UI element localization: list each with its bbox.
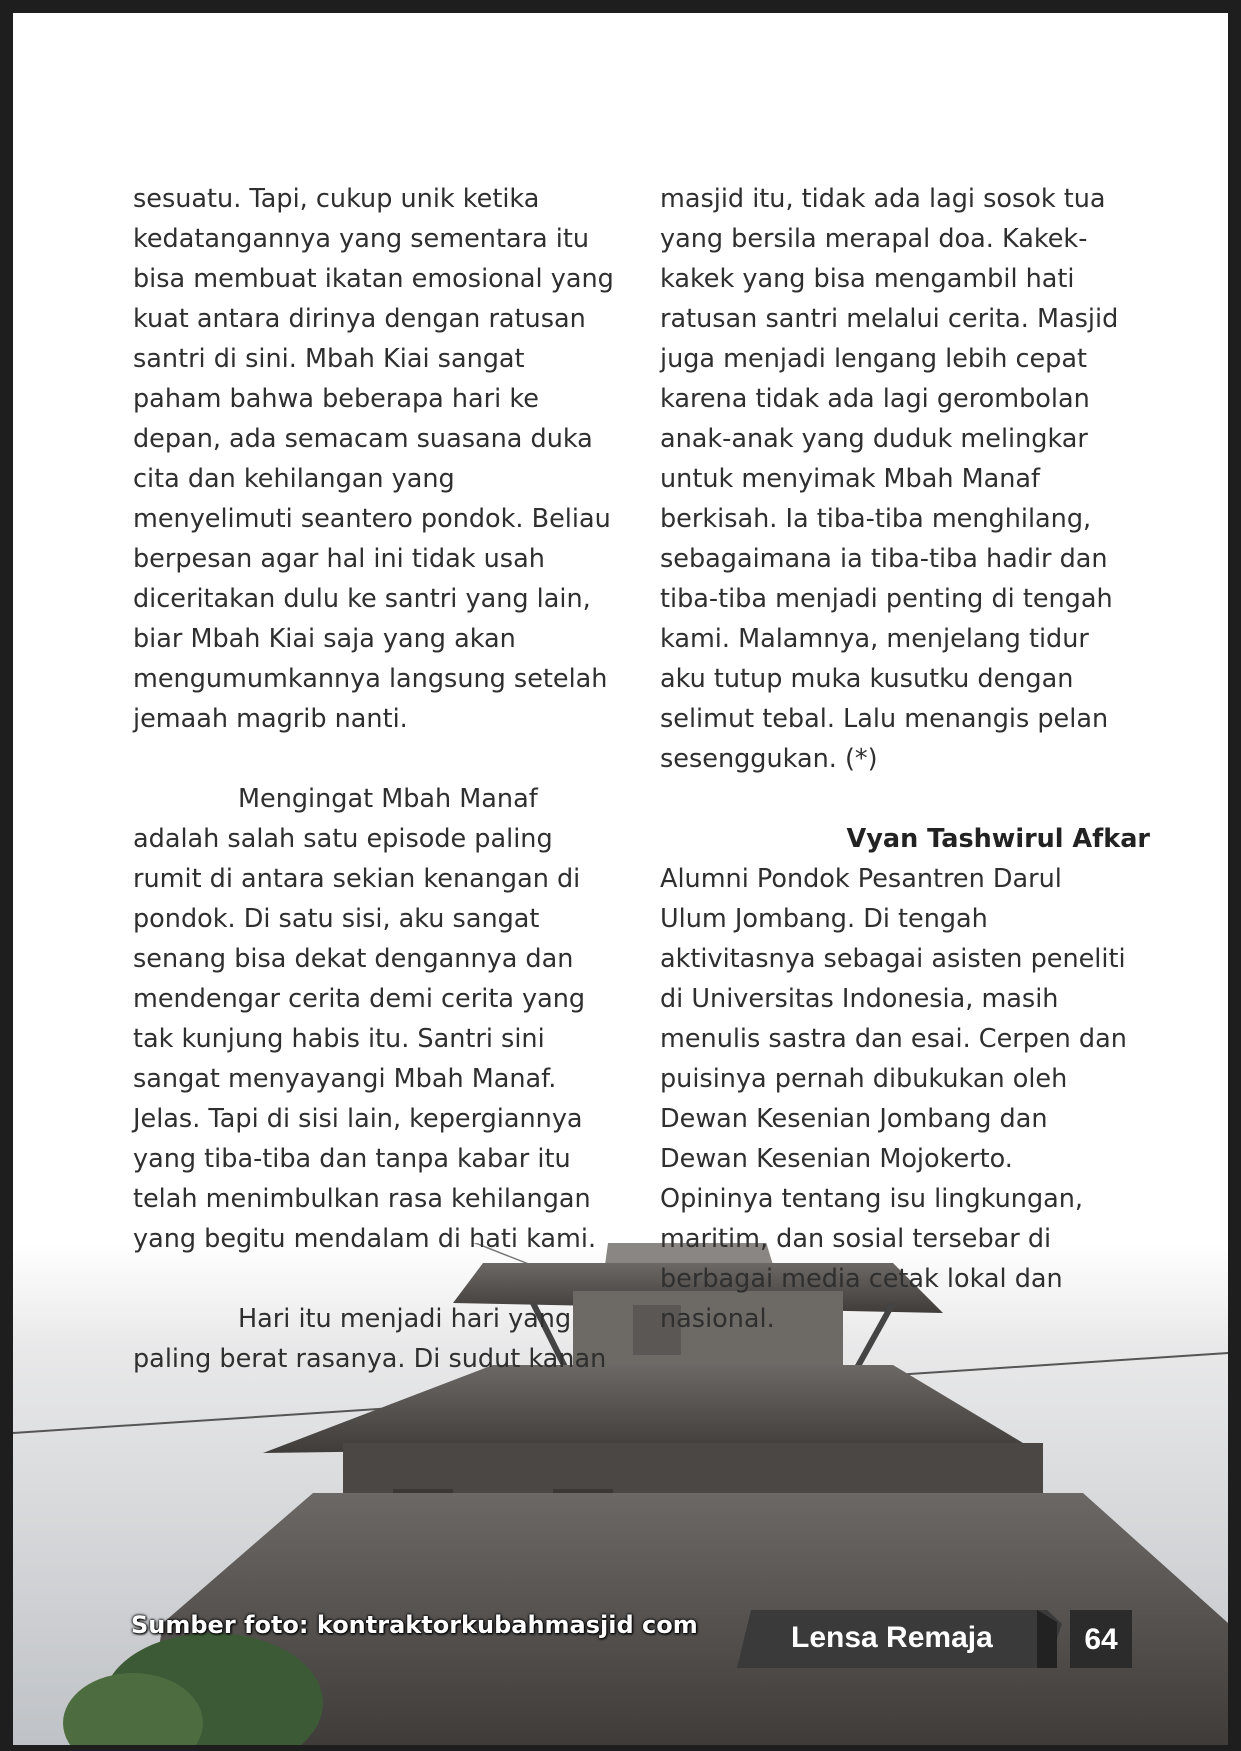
page-number: 64 bbox=[1084, 1623, 1118, 1656]
left-p2-line: Mengingat Mbah Manaf bbox=[238, 784, 538, 814]
bio-line: nasional. bbox=[660, 1304, 775, 1334]
left-p2-line: Jelas. Tapi di sisi lain, kepergiannya bbox=[133, 1104, 583, 1134]
right-p1-line: juga menjadi lengang lebih cepat bbox=[660, 344, 1087, 374]
left-p2-line: pondok. Di satu sisi, aku sangat bbox=[133, 904, 540, 934]
bio-line: puisinya pernah dibukukan oleh bbox=[660, 1064, 1068, 1094]
magazine-name: Lensa Remaja bbox=[791, 1621, 993, 1654]
left-p2-line: senang bisa dekat dengannya dan bbox=[133, 944, 574, 974]
bio-line: Opininya tentang isu lingkungan, bbox=[660, 1184, 1084, 1214]
left-p1-line: sesuatu. Tapi, cukup unik ketika bbox=[133, 184, 540, 214]
left-p1-line: bisa membuat ikatan emosional yang bbox=[133, 264, 614, 294]
right-p1-line: kakek yang bisa mengambil hati bbox=[660, 264, 1075, 294]
magazine-page bbox=[13, 13, 1228, 1745]
bio-line: Dewan Kesenian Jombang dan bbox=[660, 1104, 1048, 1134]
left-p2-line: adalah salah satu episode paling bbox=[133, 824, 553, 854]
right-p1-line: sebagaimana ia tiba-tiba hadir dan bbox=[660, 544, 1108, 574]
right-column bbox=[660, 179, 1150, 1339]
right-p1-line: berkisah. Ia tiba-tiba menghilang, bbox=[660, 504, 1092, 534]
bio-line: Alumni Pondok Pesantren Darul bbox=[660, 864, 1062, 894]
right-p1-line: sesenggukan. (*) bbox=[660, 744, 878, 774]
bio-line: Ulum Jombang. Di tengah bbox=[660, 904, 988, 934]
right-p1-line: ratusan santri melalui cerita. Masjid bbox=[660, 304, 1119, 334]
bio-line: menulis sastra dan esai. Cerpen dan bbox=[660, 1024, 1127, 1054]
left-p2-line: telah menimbulkan rasa kehilangan bbox=[133, 1184, 591, 1214]
right-p1-line: selimut tebal. Lalu menangis pelan bbox=[660, 704, 1109, 734]
left-p1-line: berpesan agar hal ini tidak usah bbox=[133, 544, 545, 574]
right-p1-line: karena tidak ada lagi gerombolan bbox=[660, 384, 1090, 414]
left-p1-line: kuat antara dirinya dengan ratusan bbox=[133, 304, 586, 334]
author-name: Vyan Tashwirul Afkar bbox=[846, 824, 1150, 854]
bio-line: berbagai media cetak lokal dan bbox=[660, 1264, 1063, 1294]
left-p2-line: yang tiba-tiba dan tanpa kabar itu bbox=[133, 1144, 571, 1174]
right-p1-line: tiba-tiba menjadi penting di tengah bbox=[660, 584, 1113, 614]
right-p1-line: aku tutup muka kusutku dengan bbox=[660, 664, 1074, 694]
left-p1-line: santri di sini. Mbah Kiai sangat bbox=[133, 344, 525, 374]
bio-line: di Universitas Indonesia, masih bbox=[660, 984, 1059, 1014]
right-p1-line: yang bersila merapal doa. Kakek- bbox=[660, 224, 1088, 254]
left-p3-line: Hari itu menjadi hari yang bbox=[238, 1304, 572, 1334]
left-p1-line: depan, ada semacam suasana duka bbox=[133, 424, 593, 454]
left-p2-line: rumit di antara sekian kenangan di bbox=[133, 864, 581, 894]
left-p1-line: diceritakan dulu ke santri yang lain, bbox=[133, 584, 591, 614]
left-column bbox=[133, 179, 614, 1379]
left-p1-line: menyelimuti seantero pondok. Beliau bbox=[133, 504, 611, 534]
left-p2-line: tak kunjung habis itu. Santri sini bbox=[133, 1024, 545, 1054]
left-p1-line: mengumumkannya langsung setelah bbox=[133, 664, 608, 694]
left-p3-line: paling berat rasanya. Di sudut kanan bbox=[133, 1344, 607, 1374]
left-p2-line: yang begitu mendalam di hati kami. bbox=[133, 1224, 597, 1254]
right-p1-line: masjid itu, tidak ada lagi sosok tua bbox=[660, 184, 1106, 214]
bio-line: maritim, dan sosial tersebar di bbox=[660, 1224, 1052, 1254]
left-p1-line: paham bahwa beberapa hari ke bbox=[133, 384, 539, 414]
photo-credit: Sumber foto: kontraktorkubahmasjid com bbox=[131, 1611, 698, 1639]
left-p1-line: biar Mbah Kiai saja yang akan bbox=[133, 624, 516, 654]
right-p1-line: anak-anak yang duduk melingkar bbox=[660, 424, 1088, 454]
bio-line: aktivitasnya sebagai asisten peneliti bbox=[660, 944, 1126, 974]
left-p1-line: kedatangannya yang sementara itu bbox=[133, 224, 590, 254]
right-p1-line: untuk menyimak Mbah Manaf bbox=[660, 464, 1041, 494]
bio-line: Dewan Kesenian Mojokerto. bbox=[660, 1144, 1013, 1174]
left-p2-line: sangat menyayangi Mbah Manaf. bbox=[133, 1064, 557, 1094]
left-p1-line: jemaah magrib nanti. bbox=[133, 704, 408, 734]
left-p1-line: cita dan kehilangan yang bbox=[133, 464, 455, 494]
right-p1-line: kami. Malamnya, menjelang tidur bbox=[660, 624, 1089, 654]
left-p2-line: mendengar cerita demi cerita yang bbox=[133, 984, 586, 1014]
